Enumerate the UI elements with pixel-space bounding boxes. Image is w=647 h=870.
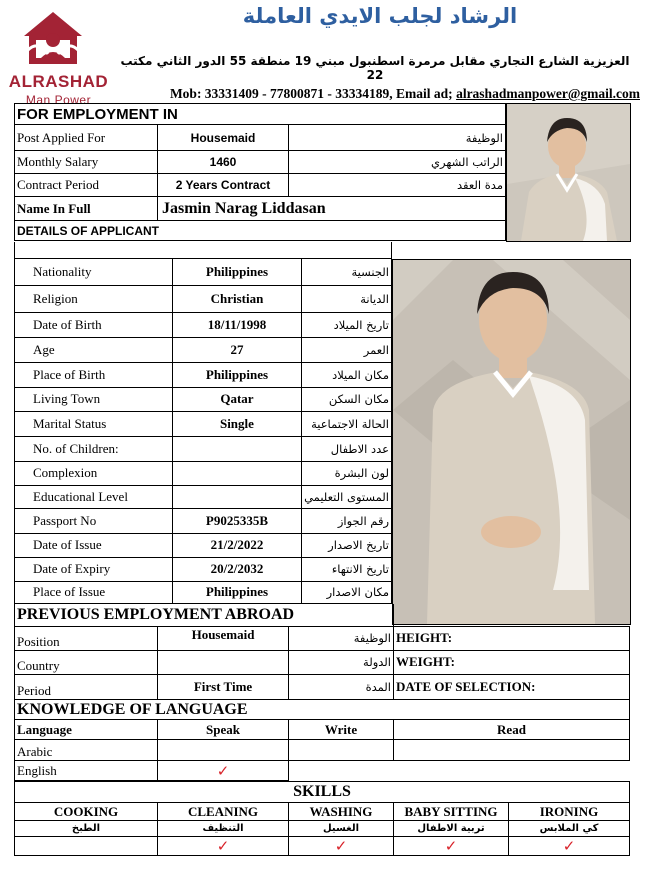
skill-ironing: IRONING: [509, 803, 630, 821]
value-nationality: Philippines: [172, 258, 301, 285]
label-place-of-issue: Place of Issue: [15, 581, 173, 603]
value-contract: 2 Years Contract: [158, 174, 289, 197]
ar-label-prev-position: الوظيفة: [289, 626, 394, 650]
spacer-cell: [394, 604, 630, 626]
skill-baby-sitting-ar: تربية الاطفال: [394, 821, 509, 837]
ar-label-date-of-issue: تاريخ الاصدار: [302, 533, 392, 557]
ar-label-contract: مدة العقد: [289, 174, 506, 197]
value-prev-position: Housemaid: [158, 626, 289, 650]
ar-label-complexion: لون البشرة: [302, 461, 392, 485]
arabic-write-check: [289, 740, 394, 761]
skill-cleaning: CLEANING: [158, 803, 289, 821]
english-read-check: [394, 761, 630, 781]
applicant-photo-small: [506, 103, 631, 242]
value-place-of-issue: Philippines: [172, 581, 301, 603]
ar-label-education: المستوى التعليمي: [302, 485, 392, 508]
language-english: English: [15, 761, 158, 781]
ar-label-place-of-birth: مكان الميلاد: [302, 362, 392, 387]
skill-baby-sitting: BABY SITTING: [394, 803, 509, 821]
contact-line: Mob: 33331409 - 77800871 - 33334189, Email ad; alrashadmanpower@gmail.com: [169, 86, 640, 101]
header-speak: Speak: [158, 720, 289, 740]
ar-label-prev-period: المدة: [289, 674, 394, 699]
label-prev-country: Country: [15, 650, 158, 674]
skill-washing-check: ✓: [289, 837, 394, 856]
ar-label-religion: الديانة: [302, 285, 392, 312]
spacer-row: [15, 242, 392, 258]
label-place-of-birth: Place of Birth: [15, 362, 173, 387]
header-write: Write: [289, 720, 394, 740]
value-place-of-birth: Philippines: [172, 362, 301, 387]
language-table: [14, 699, 630, 781]
ar-label-children: عدد الاطفال: [302, 436, 392, 461]
label-prev-period: Period: [15, 674, 158, 699]
value-children: [172, 436, 301, 461]
section-title-employment: FOR EMPLOYMENT IN: [15, 104, 506, 125]
label-dob: Date of Birth: [15, 312, 173, 337]
value-prev-country: [158, 650, 289, 674]
label-date-of-issue: Date of Issue: [15, 533, 173, 557]
value-marital-status: Single: [172, 411, 301, 436]
language-arabic: Arabic: [15, 740, 158, 761]
value-prev-period: First Time: [158, 674, 289, 699]
header-language: Language: [15, 720, 158, 740]
value-religion: Christian: [172, 285, 301, 312]
company-logo: [6, 10, 109, 107]
skill-washing-ar: الغسيل: [289, 821, 394, 837]
ar-label-dob: تاريخ الميلاد: [302, 312, 392, 337]
skills-table: [14, 781, 630, 856]
value-salary: 1460: [158, 151, 289, 174]
section-title-details: DETAILS OF APPLICANT: [15, 221, 506, 241]
label-salary: Monthly Salary: [15, 151, 158, 174]
section-title-language: KNOWLEDGE OF LANGUAGE: [15, 700, 630, 720]
ar-label-nationality: الجنسية: [302, 258, 392, 285]
label-post: Post Applied For: [15, 125, 158, 151]
label-date-of-selection: DATE OF SELECTION:: [394, 674, 630, 699]
label-religion: Religion: [15, 285, 173, 312]
english-speak-check: ✓: [158, 761, 289, 781]
ar-label-passport: رقم الجواز: [302, 508, 392, 533]
label-full-name: Name In Full: [15, 197, 158, 221]
applicant-details-table: [14, 242, 392, 604]
ar-label-marital-status: الحالة الاجتماعية: [302, 411, 392, 436]
header-read: Read: [394, 720, 630, 740]
label-education: Educational Level: [15, 485, 173, 508]
value-age: 27: [172, 337, 301, 362]
ar-label-living-town: مكان السكن: [302, 387, 392, 411]
english-write-check: [289, 761, 394, 781]
value-complexion: [172, 461, 301, 485]
label-age: Age: [15, 337, 173, 362]
ar-label-post: الوظيفة: [289, 125, 506, 151]
arabic-read-check: [394, 740, 630, 761]
portrait-icon: [507, 104, 630, 241]
skill-cooking: COOKING: [15, 803, 158, 821]
brand-name: ALRASHAD: [8, 72, 109, 91]
value-post: Housemaid: [158, 125, 289, 151]
skill-cooking-check: [15, 837, 158, 856]
skill-cleaning-ar: التنظيف: [158, 821, 289, 837]
ar-label-age: العمر: [302, 337, 392, 362]
arabic-address: العزيزية الشارع التجاري مقابل مرمرة اسطنبول مبني 19 منطقة 55 الدور الثاني مكتب 22: [120, 54, 630, 82]
skill-washing: WASHING: [289, 803, 394, 821]
label-prev-position: Position: [15, 626, 158, 650]
ar-label-date-of-expiry: تاريخ الانتهاء: [302, 557, 392, 581]
label-weight: WEIGHT:: [394, 650, 630, 674]
label-passport: Passport No: [15, 508, 173, 533]
skill-ironing-ar: كي الملابس: [509, 821, 630, 837]
ar-label-prev-country: الدولة: [289, 650, 394, 674]
value-education: [172, 485, 301, 508]
ar-label-place-of-issue: مكان الاصدار: [302, 581, 392, 603]
applicant-photo-large: [392, 259, 631, 625]
label-complexion: Complexion: [15, 461, 173, 485]
skill-ironing-check: ✓: [509, 837, 630, 856]
value-living-town: Qatar: [172, 387, 301, 411]
label-children: No. of Children:: [15, 436, 173, 461]
previous-employment-table: [14, 604, 630, 700]
value-dob: 18/11/1998: [172, 312, 301, 337]
house-hands-icon: [18, 10, 88, 70]
section-title-previous: PREVIOUS EMPLOYMENT ABROAD: [15, 604, 394, 626]
portrait-icon: [393, 260, 630, 624]
email-link[interactable]: alrashadmanpower@gmail.com: [456, 86, 640, 101]
value-passport: P9025335B: [172, 508, 301, 533]
value-date-of-issue: 21/2/2022: [172, 533, 301, 557]
skill-cooking-ar: الطبخ: [15, 821, 158, 837]
label-marital-status: Marital Status: [15, 411, 173, 436]
employment-table: [14, 103, 506, 241]
arabic-company-title: الرشاد لجلب الايدي العاملة: [242, 4, 518, 28]
section-title-skills: SKILLS: [15, 782, 630, 803]
label-nationality: Nationality: [15, 258, 173, 285]
value-date-of-expiry: 20/2/2032: [172, 557, 301, 581]
skill-cleaning-check: ✓: [158, 837, 289, 856]
label-living-town: Living Town: [15, 387, 173, 411]
value-full-name: Jasmin Narag Liddasan: [158, 197, 506, 221]
label-contract: Contract Period: [15, 174, 158, 197]
brand-subtitle: Man Power: [25, 93, 92, 107]
label-height: HEIGHT:: [394, 626, 630, 650]
ar-label-salary: الراتب الشهري: [289, 151, 506, 174]
arabic-speak-check: [158, 740, 289, 761]
skill-baby-sitting-check: ✓: [394, 837, 509, 856]
label-date-of-expiry: Date of Expiry: [15, 557, 173, 581]
